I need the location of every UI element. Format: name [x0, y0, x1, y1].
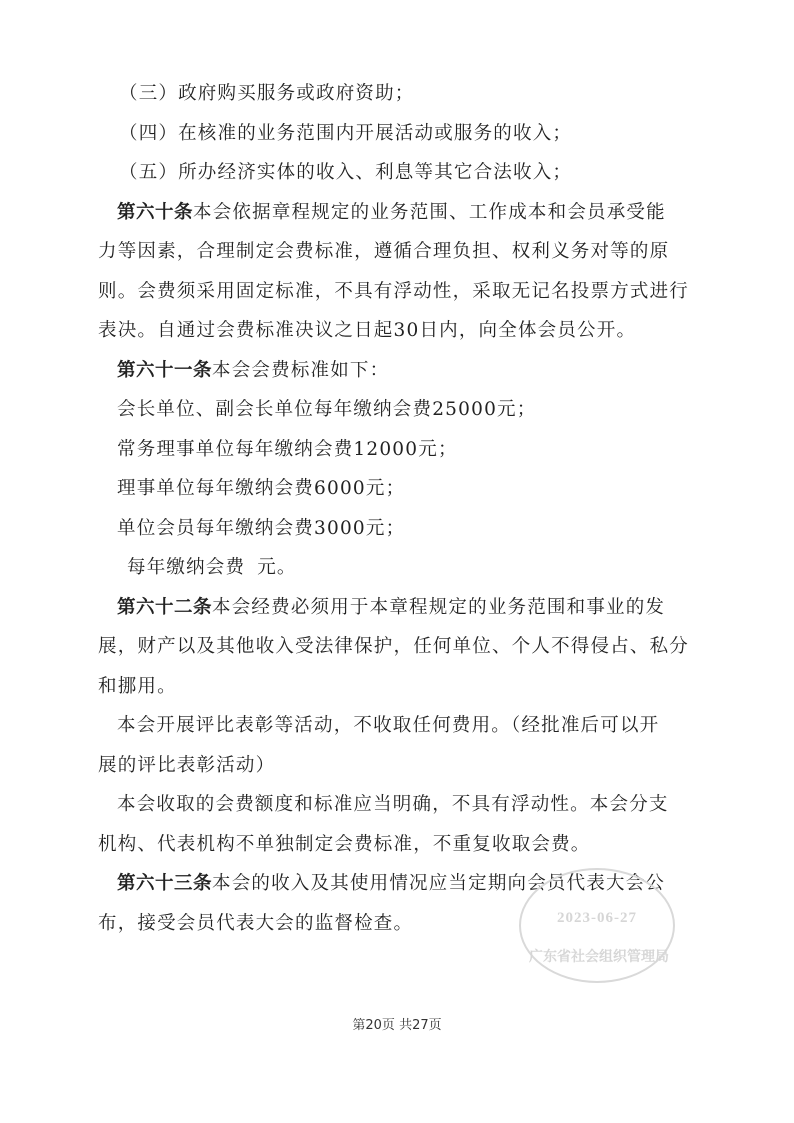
- fee-line-4: 单位会员每年缴纳会费3000元；: [117, 517, 406, 539]
- income-item-5: （五）所办经济实体的收入、利息等其它合法收入；: [119, 162, 573, 183]
- article-62-para-2-line-1: 本会开展评比表彰等活动，不收取任何费用。（经批准后可以开: [117, 715, 660, 736]
- official-seal-watermark: [519, 868, 675, 983]
- article-61-title: 第六十一条: [117, 359, 213, 381]
- fee-line-2: 常务理事单位每年缴纳会费12000元；: [117, 438, 458, 460]
- article-61-line-1: 本会会费标准如下：: [212, 359, 390, 381]
- fee-line-1: 会长单位、副会长单位每年缴纳会费25000元；: [117, 399, 537, 420]
- article-60-line-2: 力等因素，合理制定会费标准，遵循合理负担、权利义务对等的原: [98, 241, 670, 262]
- income-item-3: （三）政府购买服务或政府资助；: [119, 83, 415, 104]
- article-60-line-1: 本会依据章程规定的业务范围、工作成本和会员承受能: [193, 201, 666, 223]
- article-60-line-4: 表决。自通过会费标准决议之日起30日内，向全体会员公开。: [98, 320, 637, 341]
- article-62-para-2-line-2: 展的评比表彰活动）: [98, 754, 276, 776]
- fee-line-3: 理事单位每年缴纳会费6000元；: [117, 478, 406, 499]
- article-62-para-3-line-2: 机构、代表机构不单独制定会费标准，不重复收取会费。: [98, 833, 591, 855]
- fee-blank-text-b: 元。: [257, 557, 297, 578]
- article-60: [117, 193, 707, 233]
- page-content: [98, 74, 707, 943]
- article-61: [117, 351, 707, 391]
- article-62: [117, 588, 707, 628]
- article-63-line-1: 本会的收入及其使用情况应当定期向会员代表大会公: [212, 873, 666, 894]
- article-63-title: 第六十三条: [117, 873, 213, 894]
- article-62-line-3: 和挪用。: [98, 675, 177, 697]
- seal-date: 2023-06-27: [557, 910, 637, 926]
- fee-blank-line: [117, 548, 707, 588]
- article-63-line-2: 布，接受会员代表大会的监督检查。: [98, 912, 414, 934]
- article-62-title: 第六十二条: [117, 596, 213, 618]
- article-62-line-2: 展，财产以及其他收入受法律保护，任何单位、个人不得侵占、私分: [98, 636, 690, 657]
- seal-organization: 广东省社会组织管理局: [529, 949, 669, 965]
- article-60-line-3: 则。会费须采用固定标准，不具有浮动性，采取无记名投票方式进行: [98, 280, 690, 302]
- article-60-title: 第六十条: [117, 201, 194, 223]
- page-number-footer: 第20页 共27页: [352, 1018, 442, 1033]
- fee-blank-text-a: 每年缴纳会费: [127, 557, 246, 578]
- article-62-line-1: 本会经费必须用于本章程规定的业务范围和事业的发: [212, 596, 666, 618]
- income-item-4: （四）在核准的业务范围内开展活动或服务的收入；: [119, 122, 573, 144]
- article-62-para-3-line-1: 本会收取的会费额度和标准应当明确，不具有浮动性。本会分支: [117, 794, 669, 815]
